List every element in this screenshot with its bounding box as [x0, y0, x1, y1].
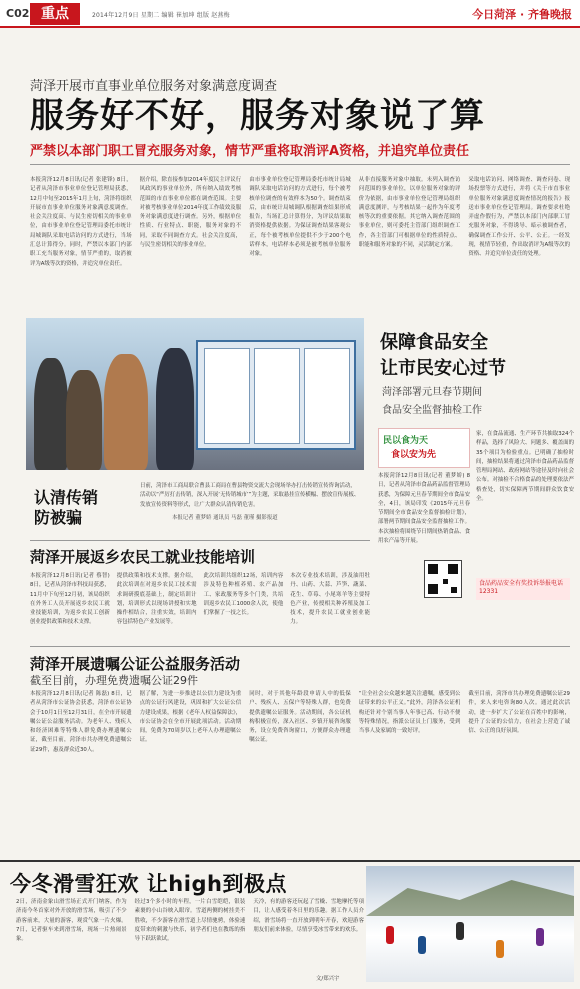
lead-headline: 服务好不好，服务对象说了算 — [30, 96, 485, 136]
qr-code-icon — [424, 560, 462, 598]
ski-column: 2日，济南金象山滑雪场正式开门纳客，作为济南今冬首家对外开放的滑雪场，吸引了不少游客前来，大量的游客，观赏气象一片火爆。7日，记者驱车来到滑雪场，现场一片热闹景象。 — [16, 899, 127, 943]
legal-column: 本报菏泽12月8日讯(记者 陈磊) 8日，记者从菏泽市公证协会获悉，菏泽市公证协会于10月1日至12月31日，在全市开展遗嘱公证公益服务活动。为老年人、残疾人和经济困难等特殊人群免费办理遗嘱公证，截至目前，菏泽市共办理免费遗嘱公证29件，惠及群众近30人。 — [30, 691, 132, 753]
ski-author: 文/郑兴宇 — [316, 976, 340, 982]
lead-kicker: 菏泽开展市直事业单位服务对象满意度调查 — [30, 79, 278, 94]
legal-column: 同时，对于其他年龄段申请人中的低保户、残疾人、五保户等特殊人群，也免费提供遗嘱公证服务。活动期间，各公证机构积极宣传，深入社区、乡镇开展咨询服务，设立免费咨询窗口，方便群众办理遗嘱公证。 — [249, 691, 351, 744]
legal-column: 截至目前，菏泽市共办理免费遗嘱公证29件，来人来电咨询80人次。通过此次活动，进一步扩大了公证在百姓中的影响，提升了公证的公信力，在社会上营造了诚信、公正的良好氛围。 — [468, 691, 570, 735]
lead-body — [30, 176, 570, 310]
training-column: 提供政策和技术支撑。据介绍，此次培训在对返乡农民工技术需求调研摸底基础上，制定培训计划，培训形式以现场讲授和实地操作相结合，注重实效，培训内容包括特色产业发展等。 — [116, 573, 197, 626]
lead-column: 从非直接服务对象中抽取。未列入调查访问范围的事业单位，以单位服务对象的评价为依据，由市事业单位登记管理局组织满意度测评，与考核结果一起作为年度考核等次的重要依据。其它纳入调查范围的事业单位，则可委托主管部门组织调查工作，各主管部门可根据单位的性质特点、职能和服务对象的不同，灵活制定方案。 — [358, 177, 461, 249]
issue-info: 2014年12月9日 星期二 编辑 崔加坤 组版 赵燕梅 — [92, 12, 230, 19]
brand-logo: 今日菏泽 · 齐鲁晚报 — [472, 8, 572, 21]
photo-credit: 本报记者 董梦娇 通讯员 马磊 董瑾 摄影报道 — [172, 515, 278, 521]
lead-deck: 严禁以本部门职工冒充服务对象，情节严重将取消评A资格，并追究单位责任 — [30, 144, 470, 159]
training-column: 本次专业技术培训，涉及油用牡丹、山药、大蒜、芦笋、蔬菜、花生、草莓、小尾寒羊等主要特色产业，传授相关种养殖及加工技术，提升农民工就业创业能力。 — [290, 573, 370, 626]
masthead — [0, 0, 580, 28]
lead-column: 本报菏泽12月8日讯(记者 张建锋) 8日，记者从菏泽市事业单位登记管理局获悉，12月中旬至2015年1月上旬，菏泽将组织开展市直事业单位服务对象满意度调查。社会关注度高、与民生密切相关的事业单位，由市事业单位登记管理局委托市统计局城调队采取电话访问的方式进行，当场汇总计算得分。同时，严禁以本部门内部职工充当服务对象，情节严重的，取消被评为A级等次的资格，并追究单位责任。 — [30, 177, 132, 267]
divider — [30, 646, 570, 647]
food-safety-body: 本报菏泽12月8日讯(记者 董梦娇) 8日，记者从菏泽市食品药品监督管理局获悉，为保障元旦春节期间全市食品安全，4日，该局印发《2015年元旦春节期间全市食品安全监督抽检计划》，部署两节期间食品安全监督抽检工作。本次抽检将围绕节日期间热销食品、食用农产品等开展。 — [378, 473, 470, 545]
legal-headline: 菏泽开展遗嘱公证公益服务活动 — [30, 655, 241, 673]
ski-headline: 今冬滑雪狂欢 让high到极点 — [10, 872, 287, 896]
section-badge: 重点 — [30, 3, 80, 25]
hotline-box: 食品药品安全有奖投诉举报电话 12331 — [476, 578, 570, 600]
divider — [0, 860, 580, 862]
photo-caption: 日前，菏泽市工商局联合曹县工商局在曹县物资交流大会现场举办打击传销宣传咨询活动，活动以“严厉打击传销，深入开展‘无传销城市’”为主题，采取悬挂宣传横幅、摆放宣传展板、发放宣传资料等形式，让广大群众认清传销危害。 — [140, 483, 360, 508]
food-safety-badge: 民以食为天 食以安为先 — [378, 428, 470, 468]
lead-column: 采取电话访问、网络调查、调查问卷、现场投票等方式进行，并将《关于市直事业单位服务对象满意度调查情况的报告》报送市事业单位登记管理局。调查要求杜绝弄虚作假行为，严禁以本部门内部职工冒充服务对象，不得诱导、暗示被调查者，确保调查工作公开、公平、公正。一经发现，视情节轻重，作出取消评为A级等次的资格、并追究单位责任的处理。 — [468, 177, 570, 258]
news-photo-skiing — [366, 866, 574, 982]
display-board — [196, 340, 356, 450]
legal-body — [30, 690, 570, 852]
divider — [30, 164, 570, 165]
ski-body — [16, 898, 364, 980]
ski-column: 经过3个多小时的车程，一片白雪皑皑，银装素裹的小山谷映入眼帘。雪道两侧的树挂美不胜收，不少游客在滑雪道上尽情驰骋，体验速度带来的刺激与快乐，初学者们也在教练的指导下跃跃欲试。 — [134, 899, 246, 943]
lead-column: 据介绍，除直接参加2014年度民主评议行风政风的事业单位外，所有纳入绩效考核范围的市直事业单位都在调查范围。主要对被考核事业单位2014年度工作绩效及服务对象满意度进行调查。另外，根据单位性质、行业特点、职能，服务对象的不同，采取不同调查方式。社会关注度高，与民生密切相关的事业单位。 — [139, 177, 242, 249]
news-photo-anti-pyramid — [26, 318, 364, 470]
legal-column: 据了解，为进一步推进以公信力建设为重点的公证行风建设，巩固和扩大公证公信力建设成果，根据《老年人权益保障法》，市公证协会在全市开展此项活动。活动期间，免费为70周岁以上老年人办理遗嘱公证。 — [139, 691, 242, 744]
ski-column: 天冷，有的游客还玩起了雪橇、雪地摩托等项目，让人感受着冬日里的乐趣。据工作人员介绍，滑雪场将一直开放到明年开春，欢迎游客朋友们前来体验，尽情享受冰雪带来的欢乐。 — [253, 899, 364, 933]
training-column: 本报菏泽12月8日讯(记者 蔡智) 8日，记者从菏泽市科技局获悉，11月中下旬至12月初，该局组织在外务工人员开展返乡农民工就业技能培训，为返乡农民工创新创业提供政策和技术支撑。 — [30, 573, 110, 626]
training-headline: 菏泽开展返乡农民工就业技能培训 — [30, 548, 256, 566]
lead-column: 由市事业单位登记管理局委托市统计局城调队采取电话访问的方式进行，每个被考核单位调查的有效样本为50个。调查结束后，由市统计局城调队根据调查结果形成报告，当场汇总计算得分，为评议结果取消资格提供依据。为保证调查结果客观公正，每个被考核单位提供不少于200个电话样本，电话样本必须是被考核单位服务对象。 — [249, 177, 351, 258]
food-safety-subhead: 菏泽部署元旦春节期间 食品安全监督抽检工作 — [382, 387, 482, 416]
legal-subhead: 截至目前，办理免费遗嘱公证29件 — [30, 674, 198, 687]
divider — [30, 540, 370, 541]
training-body — [30, 572, 370, 642]
page-number: C02 — [6, 7, 30, 20]
legal-column: “让全社会公众越来越关注遗嘱，感受到公证带来的公平正义。”此外，菏泽各公证机构还针对个别当事人年事已高、行动不便等特殊情况，指派公证员上门服务，受到当事人及家属的一致好评。 — [358, 691, 461, 735]
photo-label: 认清传销 防被骗 — [34, 488, 99, 527]
food-safety-body: 家，在食品流通、生产环节共抽取324个样品，选择了风险大、问题多、覆盖面的35个项目为检验重点。已明确了抽检时间，抽检结果将通过菏泽市食品药品监督管理局网站、政府网站等途径及时向社会公布。对抽检不合格食品的处理要依法严格查处，切实保障两节期间群众饮食安全。 — [476, 431, 574, 503]
food-safety-headline: 保障食品安全 让市民安心过节 — [380, 332, 506, 379]
training-column: 此次培训共组织12场，培训内容涉及特色种植养殖、农产品加工、家政服务等多个门类，共培训返乡农民工1000余人次，使他们掌握了一技之长。 — [203, 573, 284, 617]
